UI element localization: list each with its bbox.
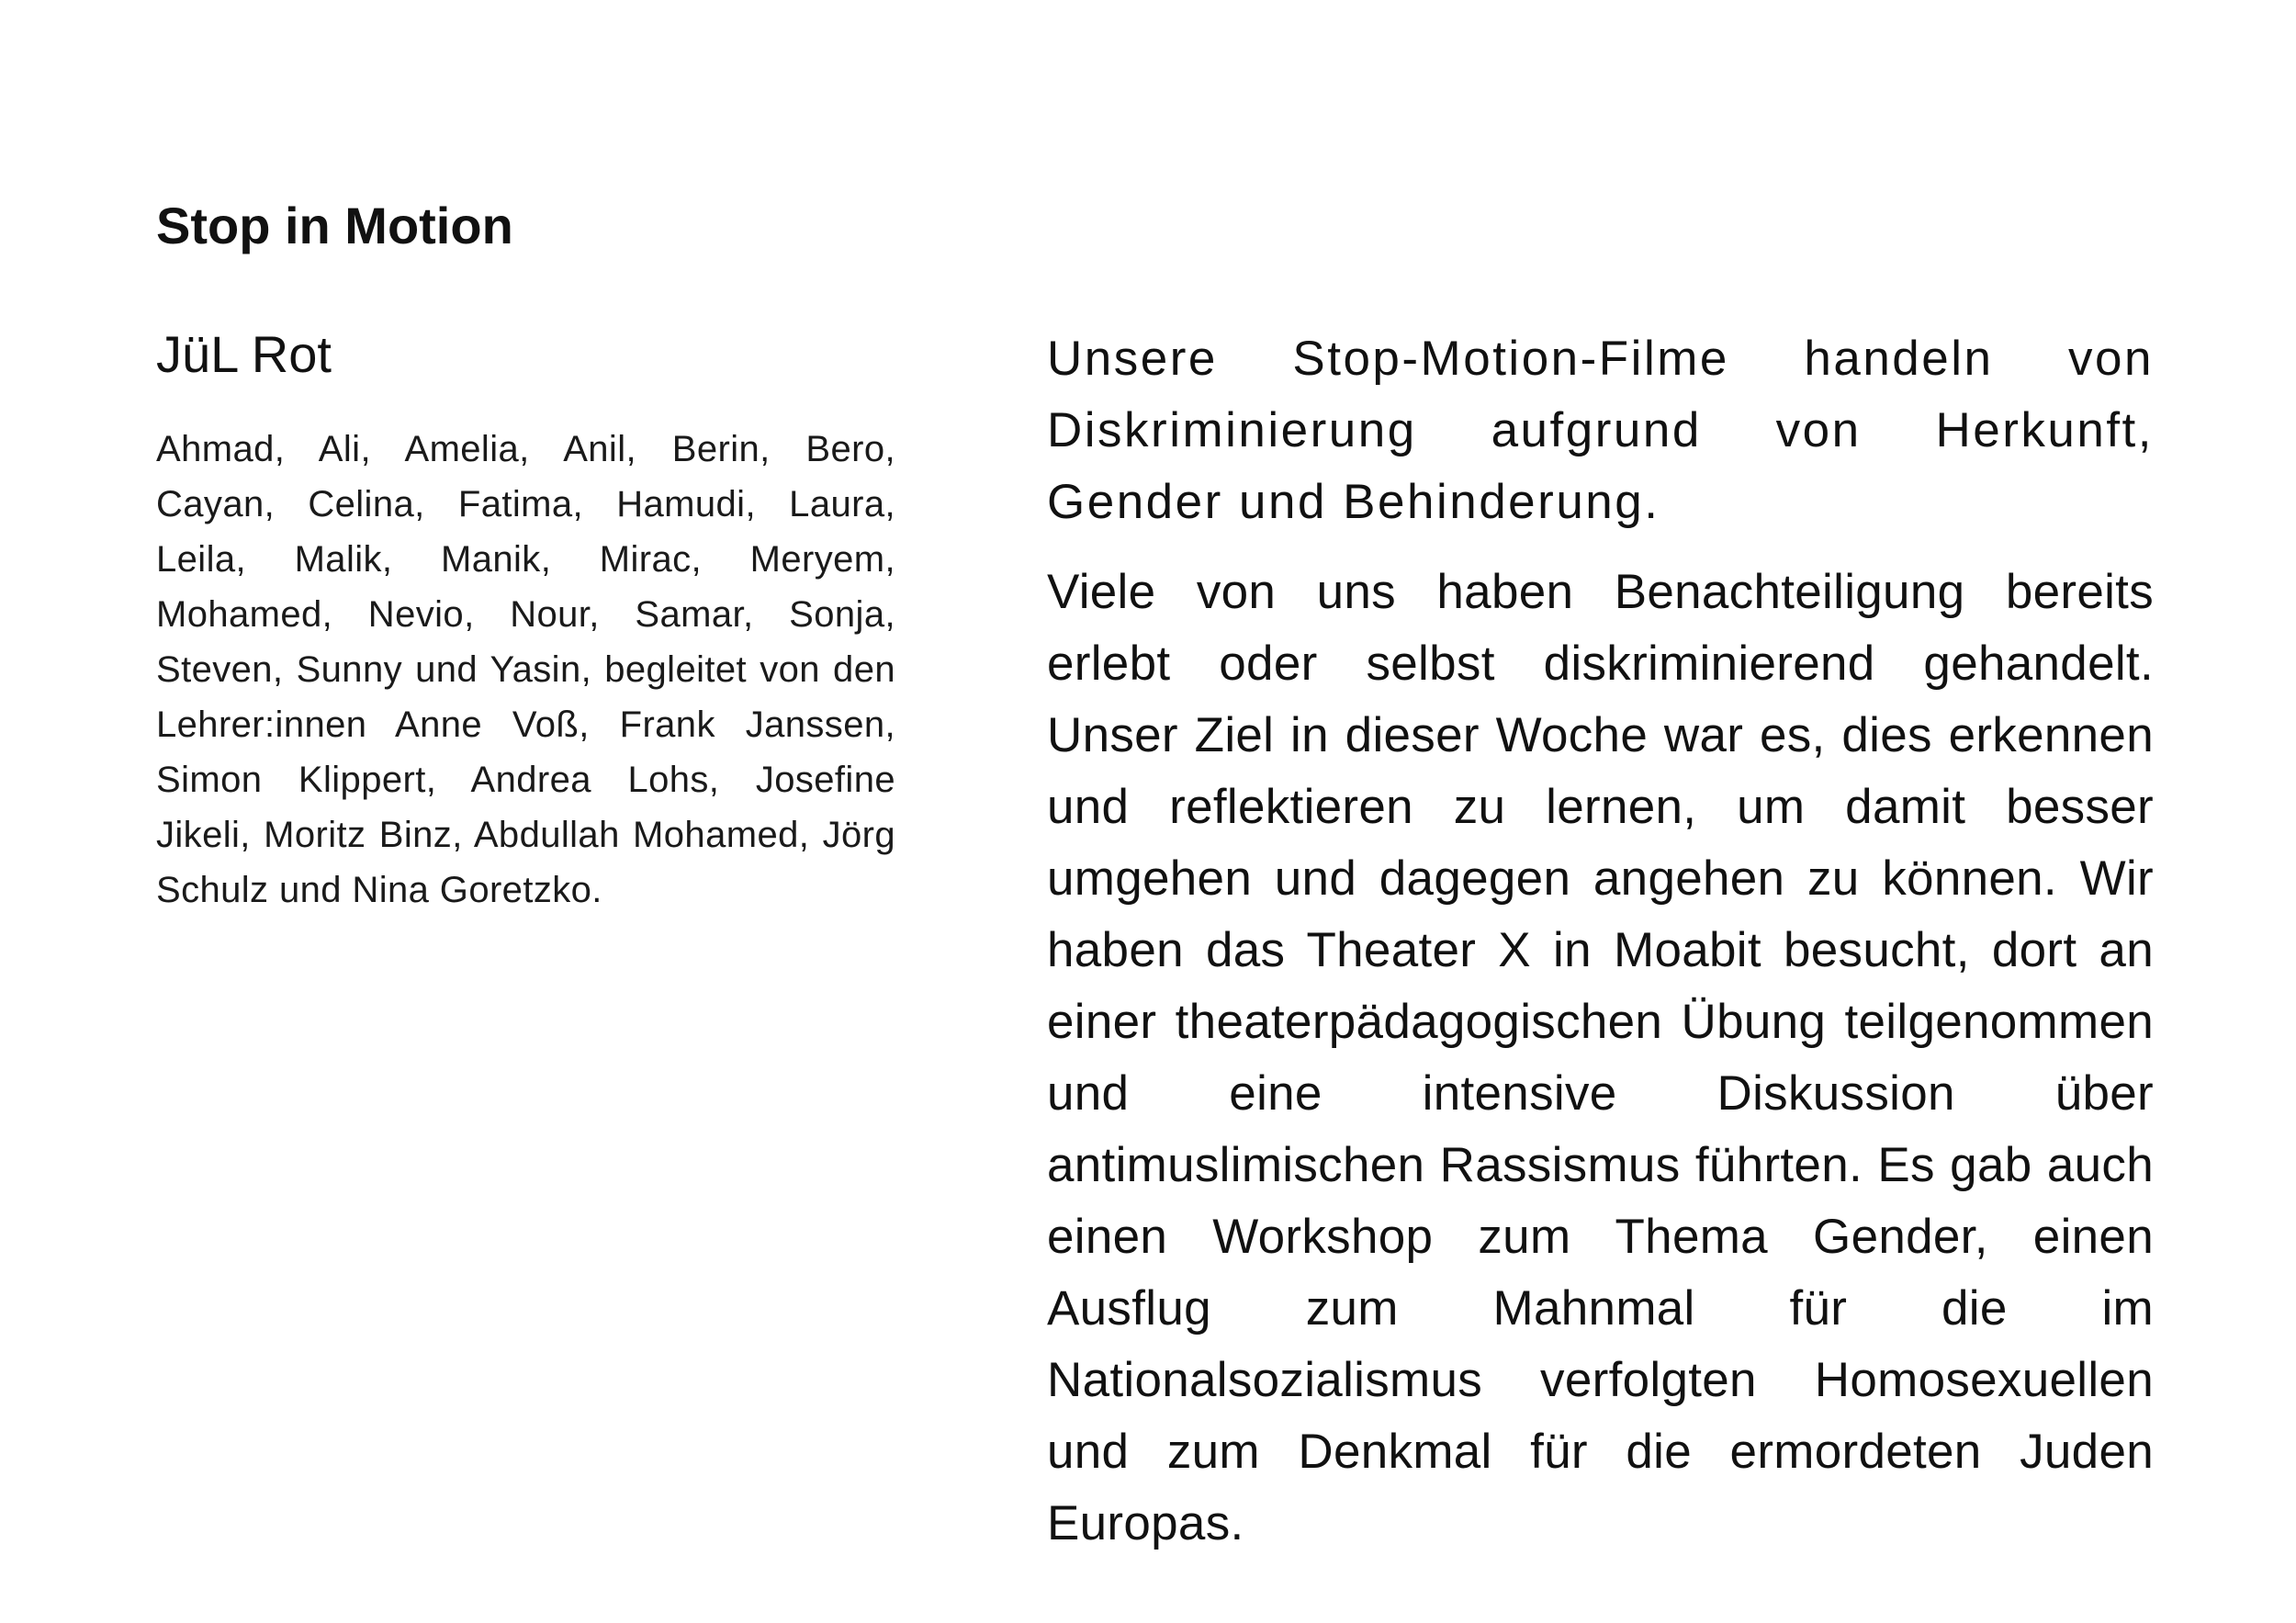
- class-name: JüL Rot: [156, 325, 332, 383]
- intro-paragraph: Unsere Stop-Motion-Filme handeln von Diskriminierung aufgrund von Herkunft, Gender und Behinderung.: [1047, 332, 2154, 529]
- right-column: [1047, 323, 2154, 1578]
- left-column: [156, 323, 895, 918]
- main-paragraph: Viele von uns haben Benachteiligung bereits erlebt oder selbst diskriminierend gehandelt. Unser Ziel in dieser Woche war es, dies erkennen und reflektieren zu lernen, um damit besser umgehen und dagegen angehen zu können. Wir haben das Theater X in Moabit besucht, dort an einer theaterpädagogischen Übung teilgenommen und eine intensive Diskussion über antimuslimischen Rassismus führten. Es gab auch einen Workshop zum Thema Gender, einen Ausflug zum Mahnmal für die im Nationalsozialismus verfolgten Homosexuellen und zum Denkmal für die ermordeten Juden Europas.: [1047, 565, 2154, 1550]
- participants-list: Ahmad, Ali, Amelia, Anil, Berin, Bero, Cayan, Celina, Fatima, Hamudi, Laura, Leila, Malik, Manik, Mirac, Meryem, Mohamed, Nevio, Nour, Samar, Sonja, Steven, Sunny und Yasin, begleitet von den Lehrer:innen Anne Voß, Frank Janssen, Simon Klippert, Andrea Lohs, Josefine Jikeli, Moritz Binz, Abdullah Mohamed, Jörg Schulz und Nina Goretzko.: [156, 429, 895, 911]
- page-title: Stop in Motion: [156, 197, 513, 254]
